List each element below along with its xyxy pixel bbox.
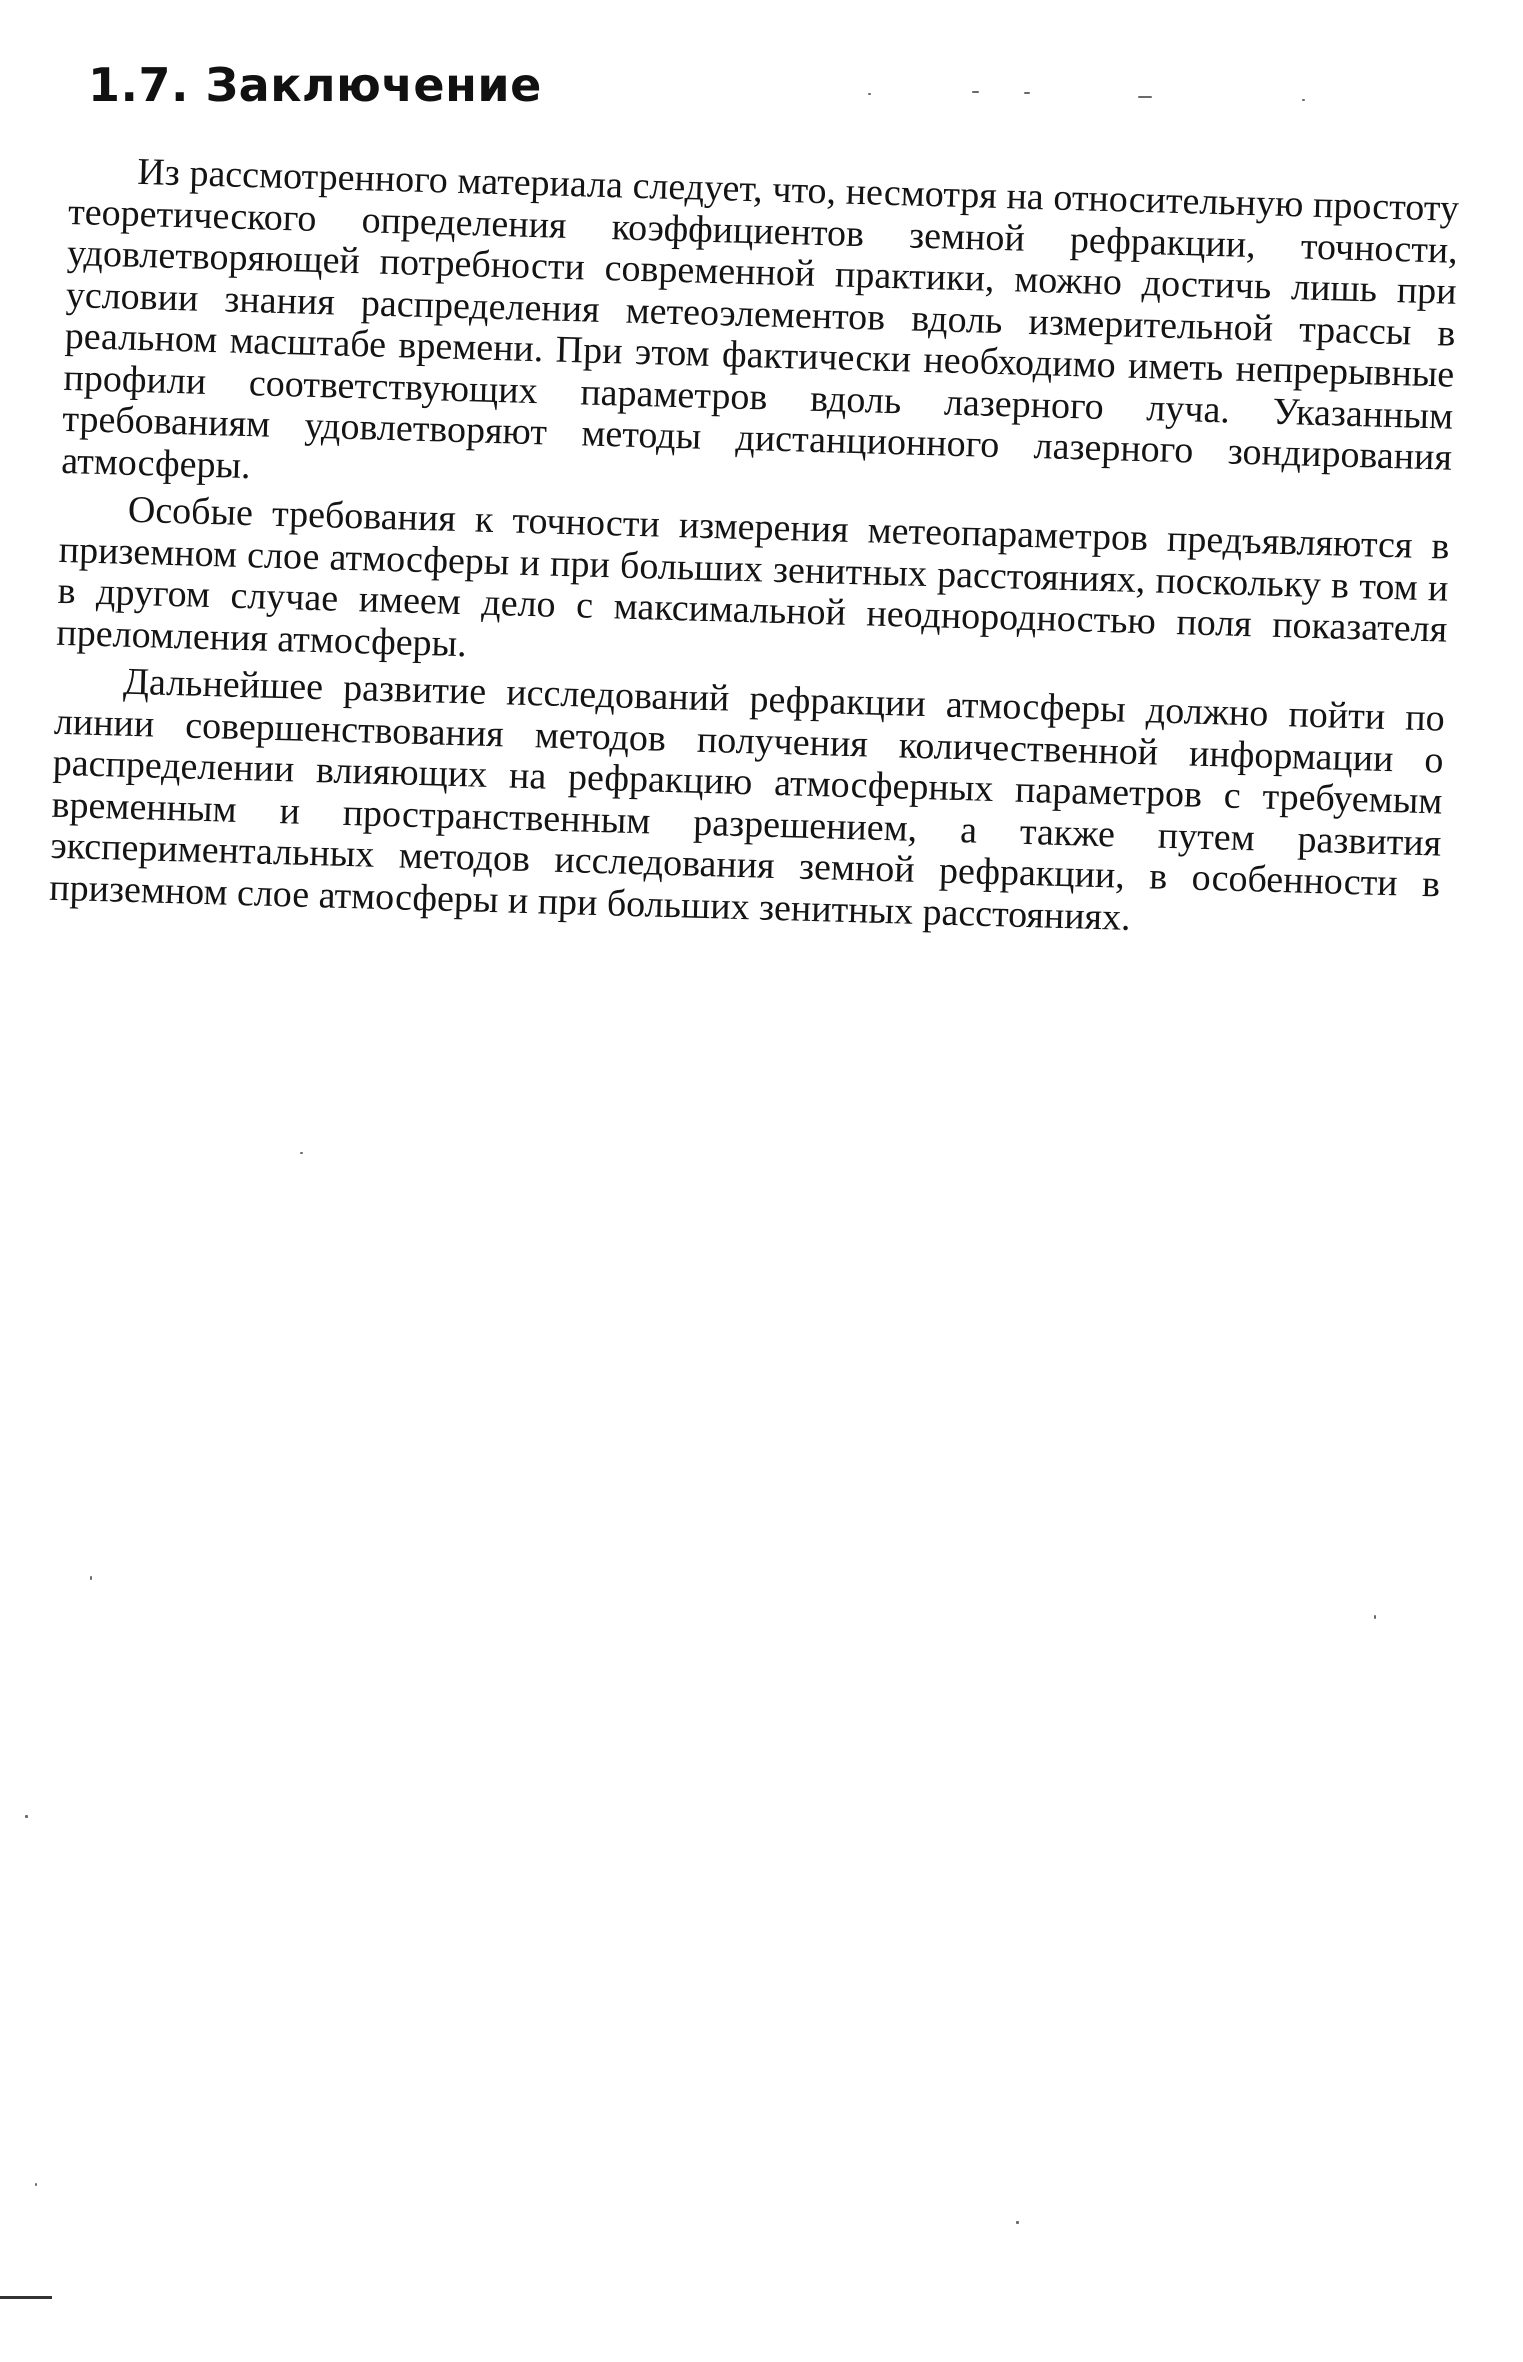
- scan-speck: [1302, 99, 1305, 101]
- paragraph-3: Дальнейшее развитие исследований рефракции атмосферы должно пойти по линии совершенствования методов получения количественной информации о распределении влияющих на рефракцию атмосферных параметров с требуемым временным и пространственным разрешением, а также путем развития экспериментальных методов исследования земной рефракции, в особенности в приземном слое атмосферы и при больших зенитных расстояниях.: [48, 660, 1446, 939]
- scan-speck: [300, 1152, 303, 1154]
- scan-speck: [972, 91, 979, 93]
- section-body: [49, 150, 1460, 948]
- section-heading: 1.7. Заключение: [88, 58, 542, 112]
- scan-edge-line: [0, 2296, 52, 2299]
- scan-speck: [1024, 92, 1030, 94]
- scan-speck: [1138, 96, 1152, 98]
- scan-speck: [1374, 1615, 1376, 1619]
- scan-speck: [35, 2183, 37, 2186]
- scan-speck: [1016, 2221, 1019, 2224]
- scan-speck: [25, 1815, 28, 1818]
- paragraph-2: Особые требования к точности измерения метеопараметров предъявляются в приземном слое атмосферы и при больших зенитных расстояниях, поскольку в том и в другом случае имеем дело с максимальной неоднородностью поля показателя преломления атмосферы.: [55, 488, 1451, 665]
- paragraph-1: Из рассмотренного материала следует, что, несмотря на относительную простоту теоретического определения коэффициентов земной рефракции, точности, удовлетворяющей потребности современной практики, можно достичь лишь при условии знания распределения метеоэлементов вдоль измерительной трассы в реальном масштабе времени. При этом фактически необходимо иметь непрерывные профили соответствующих параметров вдоль лазерного луча. Указанным требованиям удовлетворяют методы дистанционного лазерного зондирования атмосферы.: [60, 150, 1460, 487]
- scan-speck: [90, 1576, 92, 1580]
- scan-speck: [868, 93, 871, 95]
